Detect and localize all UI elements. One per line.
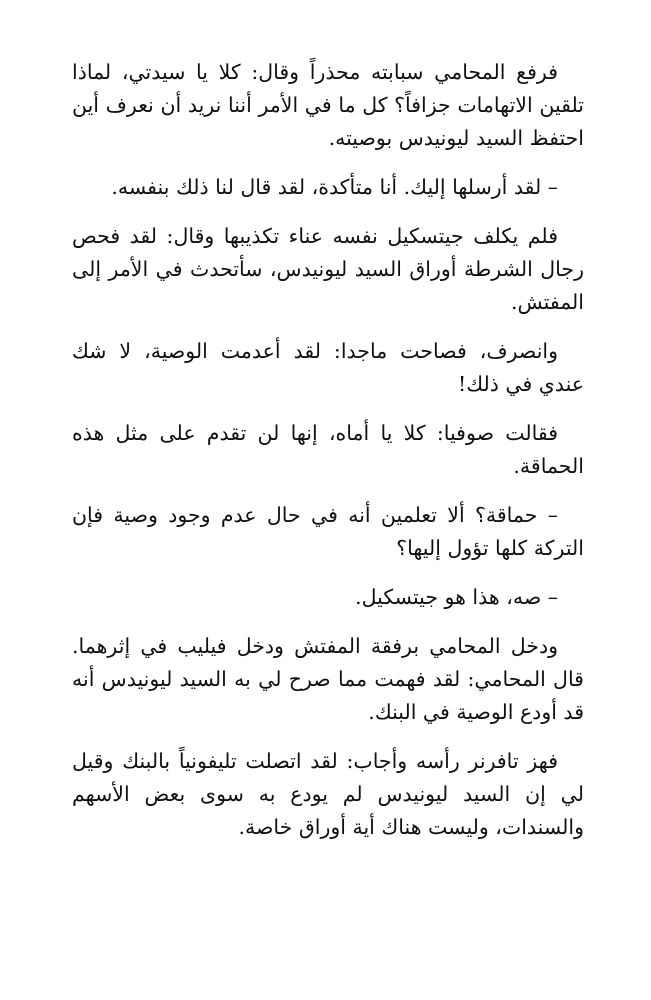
- paragraph-3: فلم يكلف جيتسكيل نفسه عناء تكذيبها وقال: لقد فحص رجال الشرطة أوراق السيد ليونيدس، سأتحدث في الأمر إلى المفتش.: [72, 224, 584, 314]
- paragraph-7: – صه، هذا هو جيتسكيل.: [355, 585, 558, 609]
- paragraph-2: – لقد أرسلها إليك. أنا متأكدة، لقد قال لنا ذلك بنفسه.: [111, 175, 558, 199]
- paragraph-4: وانصرف، فصاحت ماجدا: لقد أعدمت الوصية، لا شك عندي في ذلك!: [72, 339, 584, 396]
- paragraph-6: – حماقة؟ ألا تعلمين أنه في حال عدم وجود وصية فإن التركة كلها تؤول إليها؟: [72, 503, 584, 560]
- paragraph-5: فقالت صوفيا: كلا يا أماه، إنها لن تقدم على مثل هذه الحماقة.: [72, 421, 584, 478]
- paragraph-9: فهز تافرنر رأسه وأجاب: لقد اتصلت تليفونياً بالبنك وقيل لي إن السيد ليونيدس لم يودع به سوى بعض الأسهم والسندات، وليست هناك أية أوراق خاصة.: [72, 749, 584, 839]
- paragraph-1: فرفع المحامي سبابته محذراً وقال: كلا يا سيدتي، لماذا تلقين الاتهامات جزافاً؟ كل ما في الأمر أننا نريد أن نعرف أين احتفظ السيد ليونيدس بوصيته.: [72, 60, 584, 150]
- paragraph-8: ودخل المحامي برفقة المفتش ودخل فيليب في إثرهما. قال المحامي: لقد فهمت مما صرح لي به السيد ليونيدس أنه قد أودع الوصية في البنك.: [72, 634, 584, 724]
- book-page: [72, 56, 584, 844]
